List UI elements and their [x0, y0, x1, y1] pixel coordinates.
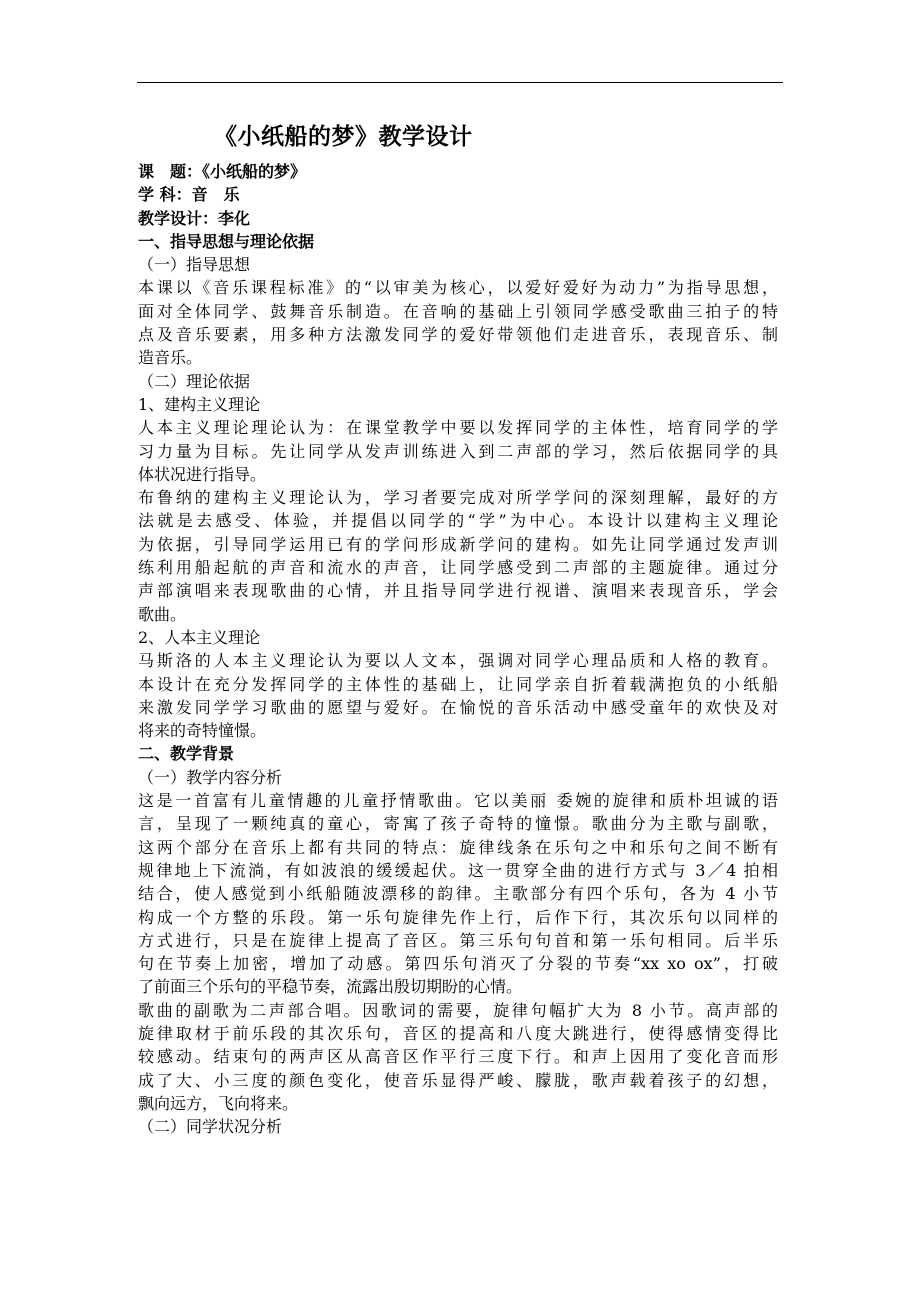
text-line: 体状况进行指导。	[138, 464, 267, 484]
text-line: 面对全体同学、鼓舞音乐制造。在音响的基础上引领同学感受歌曲三拍子的特	[138, 301, 778, 321]
text-line: （一）教学内容分析	[138, 767, 283, 787]
text-line: 较感动。结束句的两声区从高音区作平行三度下行。和声上因用了变化音而形	[138, 1047, 778, 1067]
text-line: 句在节奏上加密，增加了动感。第四乐句消灭了分裂的节奏“xx xo ox”，打破	[138, 954, 778, 974]
text-line: 来激发同学学习歌曲的愿望与爱好。在愉悦的音乐活动中感受童年的欢快及对	[138, 697, 778, 717]
text-line: 本课以《音乐课程标准》的“以审美为核心，以爱好爱好为动力”为指导思想，	[138, 278, 778, 298]
text-line: 点及音乐要素，用多种方法激发同学的爱好带领他们走进音乐，表现音乐、制	[138, 325, 778, 345]
text-line: 歌曲的副歌为二声部合唱。因歌词的需要，旋律句幅扩大为 8 小节。高声部的	[138, 1000, 778, 1020]
heading-line: 二、教学背景	[138, 744, 235, 764]
text-line: 本设计在充分发挥同学的主体性的基础上，让同学亲自折着载满抱负的小纸船	[138, 674, 778, 694]
text-line: 将来的奇特憧憬。	[138, 721, 267, 741]
text-line: 这两个部分在音乐上都有共同的特点：旋律线条在乐句之中和乐句之间不断有	[138, 837, 778, 857]
text-line: （二）同学状况分析	[138, 1117, 283, 1137]
document-body	[138, 160, 778, 1138]
text-line: 为依据，引导同学运用已有的学问形成新学问的建构。如先让同学通过发声训	[138, 534, 778, 554]
text-line: 1、建构主义理论	[138, 394, 261, 414]
text-line: 构成一个方整的乐段。第一乐句旋律先作上行，后作下行，其次乐句以同样的	[138, 907, 778, 927]
text-line: 人本主义理论理论认为：在课堂教学中要以发挥同学的主体性，培育同学的学	[138, 418, 778, 438]
text-line: 造音乐。	[138, 348, 203, 368]
text-line: 方式进行，只是在旋律上提高了音区。第三乐句句首和第一乐句相同。后半乐	[138, 930, 778, 950]
text-line: 成了大、小三度的颜色变化，使音乐显得严峻、朦胧，歌声载着孩子的幻想，	[138, 1070, 778, 1090]
text-line: 飘向远方，飞向将来。	[138, 1093, 299, 1113]
heading-line: 学 科：音 乐	[138, 185, 240, 205]
document-title: 《小纸船的梦》教学设计	[214, 123, 473, 150]
text-line: 马斯洛的人本主义理论认为要以人文本，强调对同学心理品质和人格的教育。	[138, 651, 778, 671]
text-line: 规律地上下流淌，有如波浪的缓缓起伏。这一贯穿全曲的进行方式与 3／4 拍相	[138, 860, 778, 880]
text-line: 歌曲。	[138, 604, 187, 624]
text-line: 布鲁纳的建构主义理论认为，学习者要完成对所学学问的深刻理解，最好的方	[138, 488, 778, 508]
text-line: （一）指导思想	[138, 255, 251, 275]
heading-line: 教学设计：李化	[138, 208, 251, 228]
text-line: 练利用船起航的声音和流水的声音，让同学感受到二声部的主题旋律。通过分	[138, 558, 778, 578]
text-line: 法就是去感受、体验，并提倡以同学的“学”为中心。本设计以建构主义理论	[138, 511, 778, 531]
text-line: 结合，使人感觉到小纸船随波漂移的韵律。主歌部分有四个乐句，各为 4 小节	[138, 884, 778, 904]
heading-line: 一、指导思想与理论依据	[138, 231, 315, 251]
text-line: 习力量为目标。先让同学从发声训练进入到二声部的学习，然后依据同学的具	[138, 441, 778, 461]
text-line: 旋律取材于前乐段的其次乐句，音区的提高和八度大跳进行，使得感情变得比	[138, 1023, 778, 1043]
heading-line: 课 题：《小纸船的梦》	[138, 162, 307, 181]
header-rule	[137, 82, 783, 83]
text-line: 声部演唱来表现歌曲的心情，并且指导同学进行视谱、演唱来表现音乐，学会	[138, 581, 778, 601]
text-line: 这是一首富有儿童情趣的儿童抒情歌曲。它以美丽 委婉的旋律和质朴坦诚的语	[138, 791, 778, 811]
text-line: 言，呈现了一颗纯真的童心，寄寓了孩子奇特的憧憬。歌曲分为主歌与副歌，	[138, 814, 778, 834]
text-line: （二）理论依据	[138, 371, 251, 391]
text-line: 2、人本主义理论	[138, 627, 261, 647]
text-line: 了前面三个乐句的平稳节奏，流露出殷切期盼的心情。	[138, 977, 523, 997]
